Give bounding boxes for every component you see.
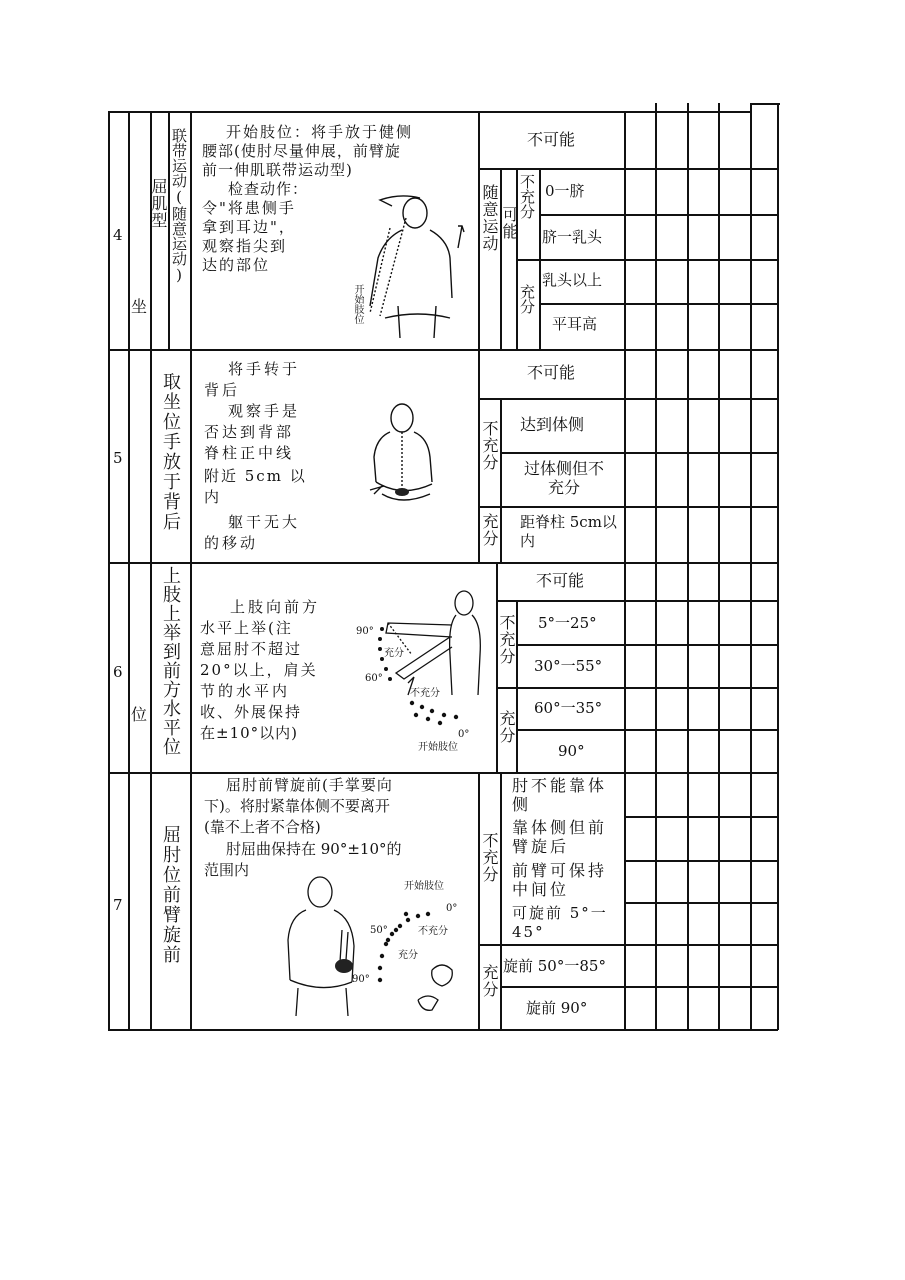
row6-fig-start: 开始肢位 bbox=[418, 742, 458, 753]
row5-sufficient: 充分 bbox=[480, 513, 499, 547]
row6-fig-sufficient: 充分 bbox=[384, 648, 404, 659]
rule-r6-g3 bbox=[516, 729, 624, 731]
rule-score-r7a bbox=[624, 816, 778, 818]
row5-item: 取坐位手放于背后 bbox=[160, 372, 181, 532]
rule-posture bbox=[150, 111, 152, 1030]
row7-desc-4: 肘屈曲保持在 90°±10°的 bbox=[226, 840, 402, 858]
rule-r6-g2 bbox=[496, 687, 624, 689]
row4-possible: 可能 bbox=[500, 206, 519, 240]
row4-item: 联带运动(随意运动) bbox=[170, 128, 188, 284]
rule-row5-6 bbox=[108, 562, 778, 564]
rule-left bbox=[108, 111, 110, 1030]
row4-impossible: 不可能 bbox=[526, 130, 575, 149]
row4-desc-7: 观察指尖到 bbox=[202, 237, 288, 255]
row7-number: 7 bbox=[113, 896, 123, 914]
row5-grade-2: 过体侧但不充分 bbox=[523, 459, 604, 497]
rule-row6-7 bbox=[108, 772, 778, 774]
rule-score-r4d bbox=[624, 303, 778, 305]
rule-score-r6b bbox=[624, 644, 778, 646]
row5-desc-8: 躯干无大 bbox=[228, 513, 301, 531]
row7-sufficient: 充分 bbox=[480, 964, 499, 998]
row5-insufficient: 不充分 bbox=[480, 420, 499, 471]
row6-item: 上肢上举到前方水平位 bbox=[160, 566, 181, 756]
row5-desc-4: 否达到背部 bbox=[204, 423, 295, 441]
row5-figure bbox=[362, 402, 447, 522]
row5-desc-3: 观察手是 bbox=[228, 402, 301, 420]
rule-no bbox=[128, 111, 130, 1030]
rule-score-r6a bbox=[624, 600, 778, 602]
rule-r4-g2 bbox=[516, 259, 624, 261]
row6-desc-7: 在±10°以内) bbox=[200, 724, 299, 742]
row4-desc-4: 检查动作： bbox=[228, 180, 309, 198]
row6-desc-1: 上肢向前方 bbox=[230, 598, 321, 616]
row4-number: 4 bbox=[113, 226, 123, 244]
rule-r5-g1 bbox=[500, 452, 624, 454]
row7-grade-3: 前臂可保持中间位 bbox=[512, 861, 608, 899]
row7-desc-1: 屈肘前臂旋前(手掌要向 bbox=[226, 776, 393, 794]
row4-desc-3: 前一伸肌联带运动型) bbox=[202, 161, 353, 179]
row7-grade-6: 旋前 90° bbox=[526, 999, 588, 1017]
row7-fig-sufficient: 充分 bbox=[398, 950, 418, 961]
rule-r4-mode bbox=[500, 168, 502, 349]
rule-score-4 bbox=[718, 103, 720, 1030]
row4-desc-6: 拿到耳边"， bbox=[202, 218, 296, 236]
row5-desc-7: 内 bbox=[204, 488, 220, 506]
row6-insufficient: 不充分 bbox=[497, 614, 516, 665]
row7-fig-insufficient: 不充分 bbox=[418, 926, 448, 937]
rule-score-r4a bbox=[624, 168, 778, 170]
row4-grade-3: 乳头以上 bbox=[542, 271, 603, 289]
rule-score-5 bbox=[750, 103, 752, 1030]
rule-score-r4b bbox=[624, 214, 778, 216]
row4-grade-1: 0一脐 bbox=[545, 182, 585, 200]
posture-sit: 坐 bbox=[131, 297, 148, 316]
row4-desc-2: 腰部(使肘尽量伸展，前臂旋 bbox=[202, 142, 401, 160]
rule-score-r7e bbox=[624, 986, 778, 988]
rule-score-r6c bbox=[624, 687, 778, 689]
row4-mode: 随意运动 bbox=[480, 184, 499, 252]
row7-insufficient: 不充分 bbox=[480, 832, 499, 883]
row4-desc-1: 开始肢位：将手放于健侧 bbox=[226, 123, 414, 141]
row4-desc-8: 达的部位 bbox=[202, 256, 271, 274]
row6-fig-60: 60° bbox=[365, 673, 383, 684]
row7-grade-4: 可旋前 5°一45° bbox=[512, 904, 608, 941]
rule-r4-g3 bbox=[539, 303, 624, 305]
row6-fig-0: 0° bbox=[458, 729, 470, 740]
rule-score-r4c bbox=[624, 259, 778, 261]
row6-grade-3: 60°一35° bbox=[534, 699, 603, 717]
rule-score-r5b bbox=[624, 452, 778, 454]
rule-r7-split bbox=[478, 944, 624, 946]
row5-desc-1: 将手转于 bbox=[228, 360, 301, 378]
rule-score-r5c bbox=[624, 506, 778, 508]
row7-item: 屈肘位前臂旋前 bbox=[160, 825, 181, 965]
posture-position: 位 bbox=[131, 705, 148, 724]
rule-score-2 bbox=[655, 103, 657, 1030]
row7-fig-0: 0° bbox=[446, 903, 458, 914]
row4-group: 屈肌型 bbox=[149, 178, 168, 229]
rule-score-r5a bbox=[624, 398, 778, 400]
row4-grade-2: 脐一乳头 bbox=[542, 228, 603, 246]
row5-impossible: 不可能 bbox=[526, 363, 575, 382]
row6-desc-5: 节的水平内 bbox=[200, 682, 291, 700]
rule-score-r7b bbox=[624, 860, 778, 862]
row6-desc-2: 水平上举(注 bbox=[200, 619, 293, 637]
row4-grade-4: 平耳高 bbox=[552, 315, 598, 333]
rule-r6-g1 bbox=[516, 644, 624, 646]
row4-figure-label: 开始肢位 bbox=[352, 284, 363, 324]
row7-grade-5: 旋前 50°一85° bbox=[503, 957, 606, 975]
row7-grade-2: 靠体侧但前臂旋后 bbox=[512, 818, 608, 856]
row7-fig-start: 开始肢位 bbox=[404, 881, 444, 892]
row7-fig-90: 90° bbox=[352, 974, 370, 985]
row5-desc-9: 的移动 bbox=[204, 534, 259, 552]
rule-item bbox=[190, 111, 192, 1030]
rule-score-r6d bbox=[624, 729, 778, 731]
row5-grade-1: 达到体侧 bbox=[520, 415, 585, 434]
row6-desc-3: 意屈肘不超过 bbox=[200, 640, 303, 658]
row6-fig-insufficient: 不充分 bbox=[410, 688, 440, 699]
rule-r7-suff bbox=[500, 772, 502, 1029]
row7-desc-3: (靠不上者不合格) bbox=[204, 818, 321, 836]
row7-figure bbox=[282, 870, 478, 1022]
row7-fig-50: 50° bbox=[370, 925, 388, 936]
row5-desc-2: 背后 bbox=[204, 381, 241, 399]
row6-desc-6: 收、外展保持 bbox=[200, 703, 303, 721]
rule-r5-g2 bbox=[478, 506, 624, 508]
row7-desc-5: 范围内 bbox=[204, 861, 250, 879]
row6-grade-2: 30°一55° bbox=[534, 657, 603, 675]
row6-number: 6 bbox=[113, 663, 123, 681]
row5-desc-5: 脊柱正中线 bbox=[204, 444, 295, 462]
row5-grade-3: 距脊柱 5cm以内 bbox=[520, 513, 617, 550]
rule-score-1 bbox=[624, 111, 626, 1030]
row6-grade-1: 5°一25° bbox=[538, 614, 597, 632]
rule-r7-g1 bbox=[500, 986, 624, 988]
row6-desc-4: 20°以上，肩关 bbox=[200, 661, 318, 679]
rule-score-r7c bbox=[624, 902, 778, 904]
rule-r6-suff bbox=[516, 600, 518, 772]
row5-desc-6: 附近 5cm 以 bbox=[204, 467, 307, 485]
row4-insufficient: 不充分 bbox=[518, 174, 536, 219]
row5-number: 5 bbox=[113, 449, 123, 467]
rule-r5-suff bbox=[500, 398, 502, 562]
row7-grade-1: 肘不能靠体侧 bbox=[512, 776, 608, 814]
row6-fig-90: 90° bbox=[356, 626, 374, 637]
rule-score-3 bbox=[687, 103, 689, 1030]
rule-bottom bbox=[108, 1029, 778, 1031]
row6-figure bbox=[352, 585, 492, 745]
rule-top-right bbox=[750, 103, 780, 105]
rule-right bbox=[777, 103, 779, 1030]
row4-sufficient: 充分 bbox=[518, 284, 536, 314]
row4-desc-5: 令"将患侧手 bbox=[202, 199, 296, 217]
row6-grade-4: 90° bbox=[558, 742, 585, 760]
rule-r4-g1 bbox=[539, 214, 624, 216]
row7-desc-2: 下)。将肘紧靠体侧不要离开 bbox=[204, 797, 390, 815]
row6-sufficient: 充分 bbox=[497, 710, 516, 744]
rule-row4-5 bbox=[108, 349, 778, 351]
rule-score-r7d bbox=[624, 944, 778, 946]
row6-impossible: 不可能 bbox=[535, 571, 584, 590]
